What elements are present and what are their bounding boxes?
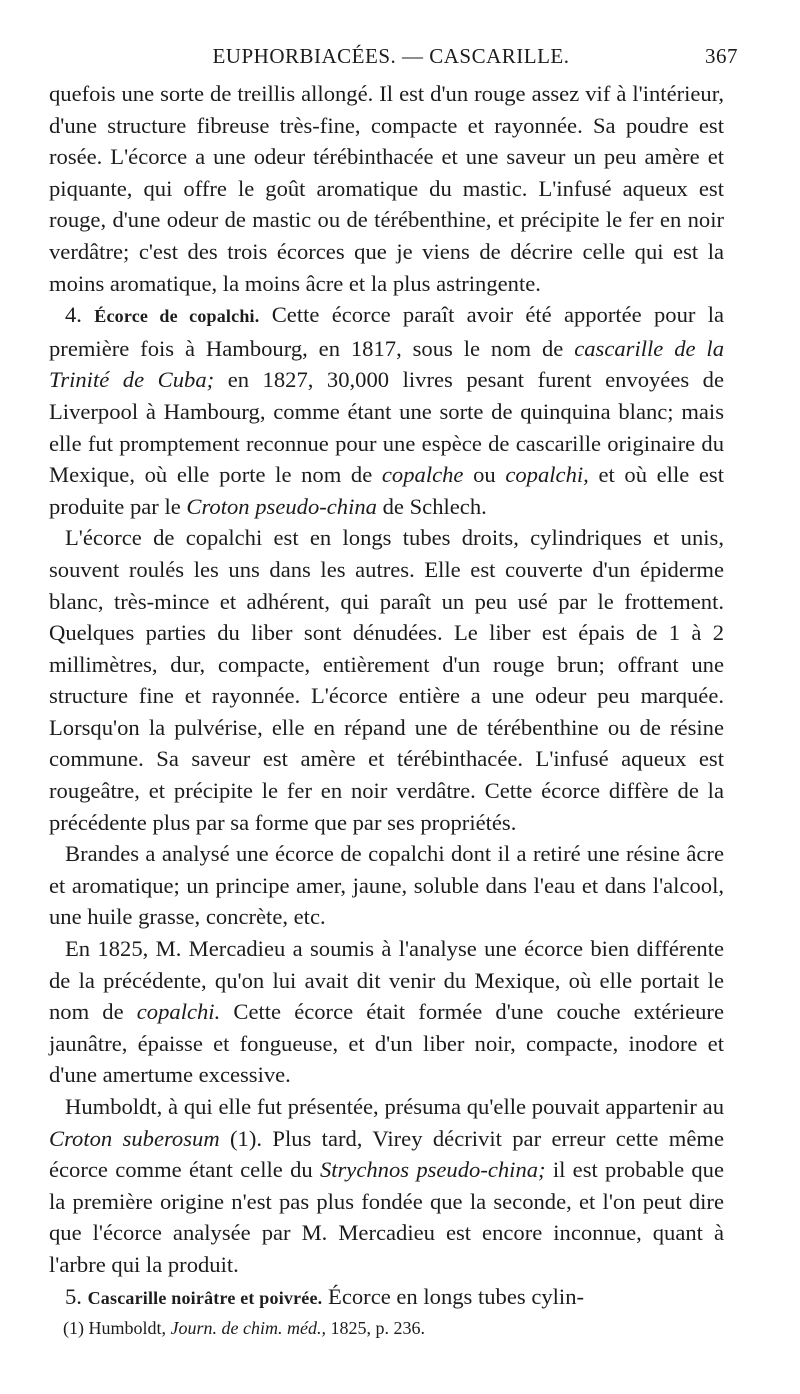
text-run: 1825, p. 236.	[325, 1318, 425, 1338]
body-text	[49, 78, 724, 1314]
paragraph	[49, 933, 724, 1091]
footnote-text	[63, 1316, 713, 1340]
italic-text: cascarille de la Trinité de Cuba;	[49, 335, 724, 393]
text-run: (1) Humboldt,	[63, 1318, 171, 1338]
text-run: de Schlech.	[376, 493, 487, 519]
italic-text: Strychnos pseudo-china;	[319, 1157, 546, 1183]
paragraph	[49, 522, 724, 838]
section-heading: Cascarille noirâtre et poivrée.	[87, 1287, 323, 1308]
paragraph	[49, 1091, 724, 1281]
text-run: il est probable que la première origine n'est pas plus fondée que la seconde, et l'on peut dire que l'écorce analysée par M. Mercadieu est encore inconnue, quant à l'arbre qui la produit.	[49, 1157, 724, 1277]
section-heading: Écorce de copalchi.	[94, 306, 260, 327]
page-header	[44, 44, 738, 76]
paragraph	[49, 838, 724, 933]
text-run: L'écorce de copalchi est en longs tubes droits, cylindriques et unis, souvent roulés les uns dans les autres. Elle est couverte d'un épiderme blanc, très-mince et adhérent, qui paraît un peu usé par le frottement. Quelques parties du liber sont dénudées. Le liber est épais de 1 à 2 millimètres, dur, compacte, entièrement d'un rouge brun; offrant une structure fine et rayonnée. L'écorce entière a une odeur peu marquée. Lorsqu'on la pulvérise, elle en répand une de térébenthine ou de résine commune. Sa saveur est amère et térébinthacée. L'infusé aqueux est rougeâtre, et précipite le fer en noir verdâtre. Cette écorce diffère de la précédente plus par sa forme que par ses propriétés.	[49, 525, 724, 835]
text-run: Écorce en longs tubes cylin-	[322, 1283, 585, 1309]
text-run: et où elle est produite par le	[49, 462, 725, 519]
italic-text: copalche	[381, 462, 464, 488]
italic-text: copalchi,	[505, 462, 589, 488]
paragraph	[49, 78, 724, 299]
text-run: Cette écorce était formée d'une couche extérieure jaunâtre, épaisse et fongueuse, et d'un liber noir, compacte, inodore et d'une amertume excessive.	[49, 999, 724, 1088]
paragraph	[49, 1281, 724, 1315]
text-run: Brandes a analysé une écorce de copalchi dont il a retiré une résine âcre et aromatique; un principe amer, jaune, soluble dans l'eau et dans l'alcool, une huile grasse, concrète, etc.	[49, 841, 724, 930]
footnote	[63, 1316, 713, 1340]
page-number: 367	[705, 44, 738, 68]
text-run: en 1827, 30,000 livres pesant furent envoyées de Liverpool à Hambourg, comme étant une sorte de quinquina blanc; mais elle fut promptement reconnue pour une espèce de cascarille originaire du Mexique, où elle porte le nom de	[49, 367, 725, 488]
text-run: Cette écorce paraît avoir été apportée pour la première fois à Hambourg, en 1817, sous le nom de	[49, 302, 724, 361]
text-run: Humboldt, à qui elle fut présentée, présuma qu'elle pouvait appartenir au	[65, 1094, 724, 1119]
text-run: ou	[463, 462, 506, 488]
running-title: EUPHORBIACÉES. — CASCARILLE.	[212, 44, 570, 68]
italic-text: Croton pseudo-china	[186, 493, 377, 519]
italic-text: copalchi.	[136, 999, 221, 1025]
text-run: 4.	[65, 302, 95, 328]
paragraph	[49, 299, 724, 522]
text-run: 5.	[65, 1283, 88, 1309]
text-run: quefois une sorte de treillis allongé. Il est d'un rouge assez vif à l'intérieur, d'une structure fibreuse très-fine, compacte et rayonnée. Sa poudre est rosée. L'écorce a une odeur térébinthacée et une saveur un peu amère et piquante, qui offre le goût aromatique du mastic. L'infusé aqueux est rouge, d'une odeur de mastic ou de térébenthine, et précipite le fer en noir verdâtre; c'est des trois écorces que je viens de décrire celle qui est la moins aromatique, la moins âcre et la plus astringente.	[49, 81, 724, 296]
italic-text: Journ. de chim. méd.,	[170, 1318, 326, 1338]
italic-text: Croton suberosum	[49, 1125, 220, 1151]
text-run: En 1825, M. Mercadieu a soumis à l'analyse une écorce bien différente de la précédente, qu'on lui avait dit venir du Mexique, où elle portait le nom de	[49, 936, 724, 1025]
text-run: (1). Plus tard, Virey décrivit par erreur cette même écorce comme étant celle du	[49, 1125, 724, 1183]
